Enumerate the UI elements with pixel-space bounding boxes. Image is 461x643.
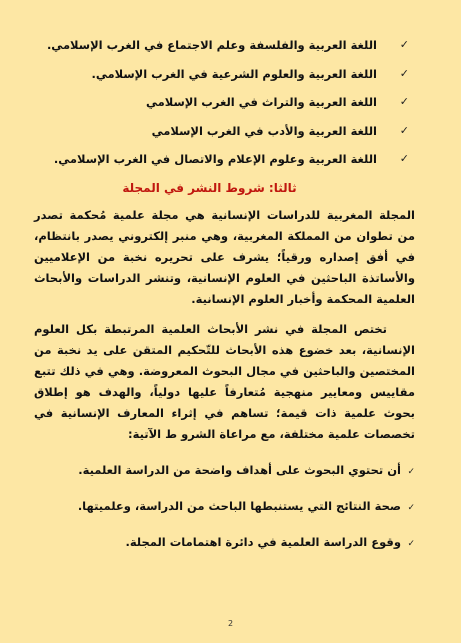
check-icon: ✓: [407, 502, 415, 513]
paragraph-text: تختص المجلة في نشر الأبحاث العلمية المرتبطة بكل العلوم الإنسانية، بعد خضوع هذه الأبحاث للتّحكيم المتقن على يد نخبة من المختصين والباحثين في مجال البحوث المعروضة. وهي في ذلك تتبع مقاييس ومعايير منهجية مُتعارفاً عليها دولياً، والهدف هو إطلاق بحوث علمية ذات قيمة؛ تساهم في إثراء المعارف الإنسانية في تخصصات علمية مختلفة، مع مراعاة الشرو ط الآتية:: [34, 321, 415, 441]
list-item-text: اللغة العربية والتراث في الغرب الإسلامي: [145, 95, 377, 109]
list-item-text: وقوع الدراسة العلمية في دائرة اهتمامات المجلة.: [125, 534, 401, 549]
list-item: [34, 152, 415, 166]
section-title: ثالثا: شروط النشر في المجلة: [122, 180, 297, 195]
topics-list: [34, 0, 415, 166]
list-item: [34, 499, 415, 513]
list-item: [34, 124, 415, 138]
list-item: [34, 67, 415, 81]
list-item-text: اللغة العربية والفلسفة وعلم الاجتماع في الغرب الإسلامي.: [46, 38, 377, 52]
list-item: [34, 535, 415, 549]
list-item-text: أن تحتوي البحوث على أهداف واضحة من الدراسة العلمية.: [78, 462, 401, 477]
check-icon: ✓: [399, 152, 409, 165]
check-icon: ✓: [399, 123, 409, 137]
paragraph: [34, 205, 415, 310]
list-item: [34, 463, 415, 477]
list-item-text: اللغة العربية والعلوم الشرعية في الغرب الإسلامي.: [91, 66, 377, 81]
check-icon: ✓: [399, 38, 409, 51]
list-item-text: اللغة العربية وعلوم الإعلام والاتصال في الغرب الإسلامي.: [53, 152, 377, 166]
check-icon: ✓: [407, 466, 415, 477]
paragraph: [34, 319, 415, 445]
list-item-text: اللغة العربية والأدب في الغرب الإسلامي: [151, 123, 377, 138]
check-icon: ✓: [399, 66, 409, 80]
list-item-text: صحة النتائج التي يستنبطها الباحث من الدراسة، وعلميتها.: [77, 498, 401, 513]
conditions-list: [34, 463, 415, 549]
list-item: [34, 38, 415, 52]
list-item: [34, 95, 415, 109]
page-number: 2: [227, 619, 234, 628]
check-icon: ✓: [399, 95, 409, 108]
paragraph-text: المجلة المغربية للدراسات الإنسانية هي مجلة علمية مُحكمة تصدر من تطوان من المملكة المغربية، وهي منبر إلكتروني يصدر بانتظام، في أفق إصداره ورقياً؛ يشرف على تحريره نخبة من الإعلاميين والأساتذة الباحثين في العلوم الإنسانية، وتنشر الدراسات والأبحاث العلمية المحكمة وأخبار العلوم الإنسانية.: [34, 207, 415, 306]
check-icon: ✓: [407, 538, 415, 549]
